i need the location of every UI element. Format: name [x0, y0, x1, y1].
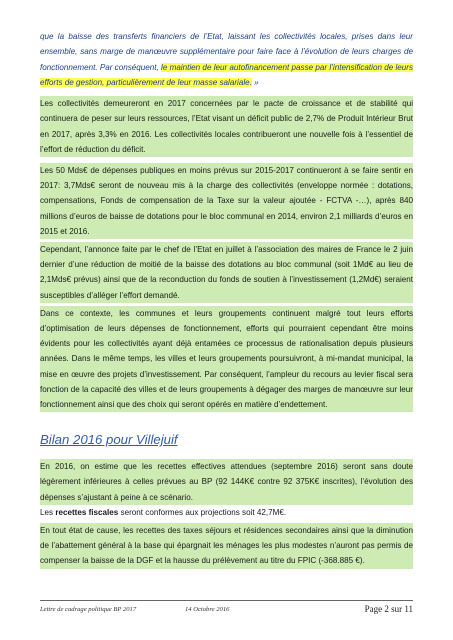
footer-date: 14 Octobre 2016 [185, 606, 230, 613]
paragraph-recettes-fiscales [40, 505, 413, 520]
paragraph-pacte-stabilite: Les collectivités demeureront en 2017 concernées par le pacte de croissance et de stabilité qui continuera de peser sur leurs ressources, l’Etat visant un déficit public de 2,7% de Produit Intérieur Brut en 2017, après 3,3% en 2016. Les collectivités locales contribueront une nouvelle fois à l’essentiel de l’effort de réduction du déficit. [40, 96, 413, 157]
page-footer [40, 600, 413, 619]
section-title: Bilan 2016 pour Villejuif [40, 432, 178, 448]
document-page [40, 29, 413, 569]
footer-document-title: Lettre de cadrage politique BP 2017 [40, 606, 137, 613]
paragraph-annonce-etat: Cependant, l’annonce faite par le chef de l’Etat en juillet à l’association des maires de France le 2 juin dernier d’une réduction de moitié de la baisse des dotations au bloc communal (soit 1Md€ au lieu de 2,1Mds€ prévus) ainsi que de la reconduction du fonds de soutien à l’investissement (1,2Md€) seraient susceptibles d’alléger l’effort demandé. [40, 242, 413, 303]
quote-block [40, 29, 413, 90]
paragraph-bilan-recettes: En 2016, on estime que les recettes effectives attendues (septembre 2016) seront sans doute légèrement inférieures à celles prévues au BP (92 144K€ contre 92 375K€ inscrites), l’évolution des dépenses s’ajustant à peine à ce scénario. [40, 459, 413, 505]
quote-text-start: que la baisse des transferts financiers de l’Etat, laissant les collectivités locales, prises dans leur ensemble, sans marge de manœuvre supplémentaire pour faire face à l’évolution de leurs charges de fonctionnement. Par conséquent, [40, 32, 413, 72]
recettes-suffix: seront conformes aux projections soit 42,7M€. [118, 507, 287, 517]
footer-page-number: Page 2 sur 11 [364, 604, 413, 614]
quote-highlight: le maintien de leur autofinancement passe par l’intensification de leurs efforts de gestion, particulièrement de leur masse salariale. [40, 62, 414, 87]
recettes-fiscales-bold: recettes fiscales [55, 507, 119, 517]
quote-close: » [251, 77, 259, 87]
paragraph-taxes-sejours: En tout état de cause, les recettes des taxes séjours et résidences secondaires ainsi que la diminution de l’abattement général à la base qui épargnait les ménages les plus modestes n’auront pas permis de compenser la baisse de la DGF et la hausse du prélèvement au titre du FPIC (-368.885 €). [40, 523, 413, 569]
paragraph-contexte: Dans ce contexte, les communes et leurs groupements continuent malgré tout leurs efforts d’optimisation de leurs dépenses de fonctionnement, efforts qui pourraient cependant être moins évidents pour les collectivités ayant déjà entamées ce processus de rationalisation depuis plusieurs années. Dans le même temps, les villes et leurs groupements poursuivront, à mi-mandat municipal, la mise en œuvre des projets d’investissement. Par conséquent, l’ampleur du recours au levier fiscal sera fonction de la capacité des villes et de leurs groupements à dégager des marges de manœuvre sur leur fonctionnement ainsi que des choix qui seront opérés en matière d’endettement. [40, 306, 413, 412]
recettes-prefix: Les [40, 507, 56, 517]
paragraph-depenses-publiques: Les 50 Mds€ de dépenses publiques en moins prévus sur 2015-2017 continueront à se faire sentir en 2017: 3,7Mds€ seront de nouveau mis à la charge des collectivités (enveloppe normée : dotations, compensations, Fonds de compensation de la Taxe sur la valeur ajoutée - FCTVA -…), après 840 millions d’euros de baisse de dotations pour le bloc communal en 2014, environ 2,1 milliards d’euros en 2015 et 2016. [40, 163, 413, 239]
